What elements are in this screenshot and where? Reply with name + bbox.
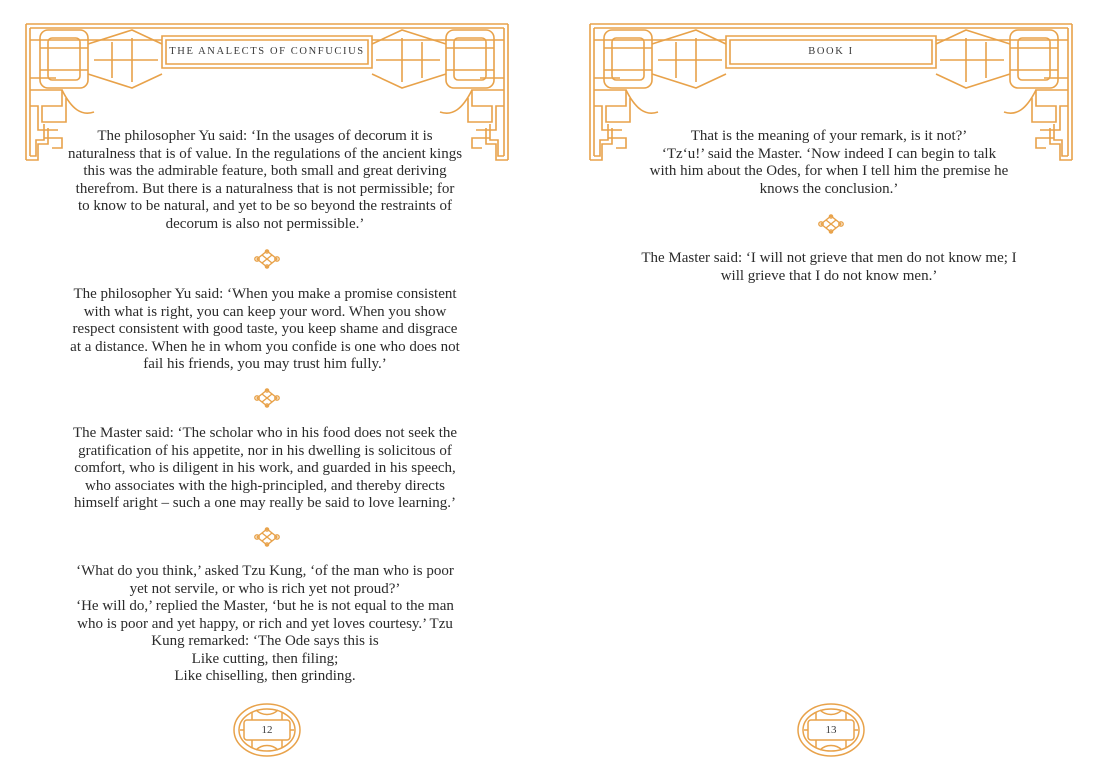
- text-line: at a distance. When he in whom you confide is one who does not: [70, 338, 460, 355]
- passage: [60, 425, 470, 513]
- running-head: BOOK I: [808, 45, 854, 57]
- text-line: ‘He will do,’ replied the Master, ‘but he is not equal to the man: [76, 598, 454, 614]
- text-line: this was the admirable feature, both small and great deriving: [83, 163, 447, 179]
- knot-ornament-icon: [818, 214, 844, 234]
- text-line: with him about the Odes, for when I tell him the premise he: [649, 163, 1009, 179]
- text-line: The Master said: ‘The scholar who in his food does not seek the: [72, 425, 458, 441]
- text-line: The philosopher Yu said: ‘In the usages of decorum it is: [97, 128, 433, 144]
- text-line: knows the conclusion.’: [759, 180, 899, 197]
- passage: [624, 250, 1034, 285]
- text-line: himself aright – such a one may really be said to love learning.’: [74, 495, 456, 511]
- text-line: who is poor and yet happy, or rich and yet loves courtesy.’ Tzu: [77, 615, 453, 632]
- text-line: will grieve that I do not know men.’: [720, 267, 938, 284]
- passage: [60, 563, 470, 686]
- text-line: Like cutting, then filing;: [191, 650, 339, 667]
- text-line: Kung remarked: ‘The Ode says this is: [151, 633, 379, 649]
- passage: [60, 286, 470, 374]
- text-line: ‘What do you think,’ asked Tzu Kung, ‘of the man who is poor: [76, 563, 454, 579]
- text-line: decorum is also not permissible.’: [165, 215, 365, 232]
- text-line: to know to be natural, and yet to be so beyond the restraints of: [77, 198, 453, 214]
- passage: [624, 128, 1034, 198]
- text-line: who associates with the high-principled, and thereby directs: [85, 477, 445, 494]
- page-number: 12: [261, 724, 273, 736]
- page-number: 13: [825, 724, 837, 736]
- text-line: yet not servile, or who is rich yet not proud?’: [129, 580, 401, 597]
- running-head: THE ANALECTS OF CONFUCIUS: [169, 45, 365, 57]
- text-line: therefrom. But there is a naturalness that is not permissible; for: [75, 180, 455, 197]
- text-line: naturalness that is of value. In the regulations of the ancient kings: [67, 145, 463, 162]
- text-line: ‘Tz‘u!’ said the Master. ‘Now indeed I can begin to talk: [661, 145, 997, 162]
- text-line: respect consistent with good taste, you keep shame and disgrace: [72, 321, 458, 337]
- text-line: That is the meaning of your remark, is it not?’: [690, 128, 968, 144]
- text-line: comfort, who is diligent in his work, and guarded in his speech,: [74, 460, 456, 476]
- text-line: with what is right, you can keep your word. When you show: [83, 303, 447, 320]
- text-line: The Master said: ‘I will not grieve that men do not know me; I: [641, 250, 1017, 266]
- knot-ornament-icon: [254, 388, 280, 408]
- text-line: gratification of his appetite, nor in his dwelling is solicitous of: [78, 442, 452, 459]
- passage: [60, 128, 470, 233]
- text-line: fail his friends, you may trust him fully.’: [143, 356, 387, 372]
- text-line: The philosopher Yu said: ‘When you make a promise consistent: [73, 286, 457, 302]
- text-line: Like chiselling, then grinding.: [174, 668, 356, 684]
- left-page: [22, 0, 512, 782]
- knot-ornament-icon: [254, 249, 280, 269]
- knot-ornament-icon: [254, 527, 280, 547]
- right-page: [586, 0, 1076, 782]
